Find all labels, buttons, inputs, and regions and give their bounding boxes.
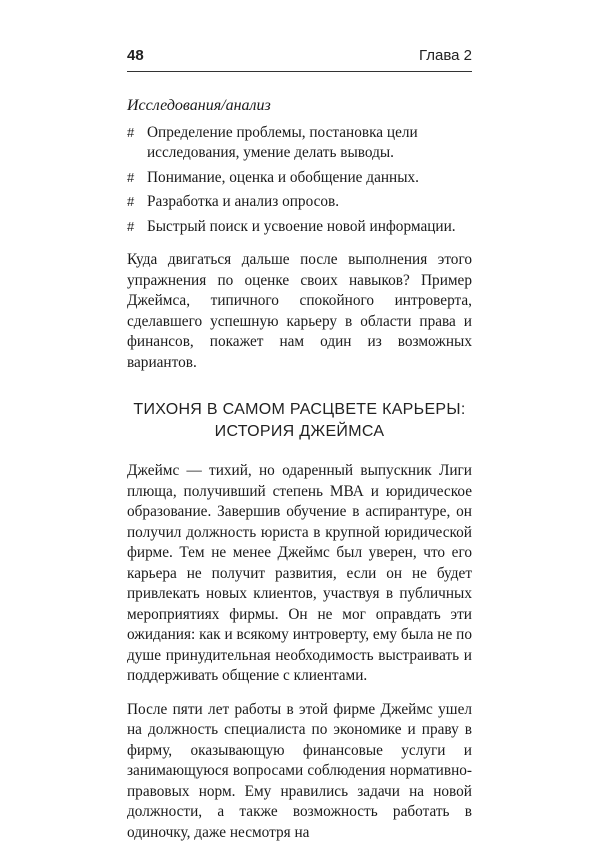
story-paragraph-1: Джеймс — тихий, но одаренный выпускник Лиги плюща, получивший степень МВА и юридическое образование. Завершив обучение в аспирантуре, он получил должность юриста в крупной юридической фирме. Тем не менее Джеймс был уверен, что его карьера не получит развития, если он не будет привлекать новых клиентов, участвуя в публичных мероприятиях фирмы. Он не мог оправдать эти ожидания: как и всякому интроверту, ему была не по душе принудительная необходимость выстраивать и поддерживать общение с клиентами. <box>127 461 472 687</box>
list-item-text: Понимание, оценка и обобщение данных. <box>147 169 419 186</box>
list-item <box>127 192 472 213</box>
hash-bullet-icon: # <box>127 192 134 213</box>
list-item-text: Быстрый поиск и усвоение новой информации. <box>147 218 456 235</box>
list-item-text: Разработка и анализ опросов. <box>147 193 339 210</box>
list-item-text: Определение проблемы, постановка цели исследования, умение делать выводы. <box>147 124 418 162</box>
story-heading-line-2: ИСТОРИЯ ДЖЕЙМСА <box>127 421 472 443</box>
list-item <box>127 217 472 238</box>
section-title: Исследования/анализ <box>127 96 472 117</box>
hash-bullet-icon: # <box>127 168 134 189</box>
list-item <box>127 123 472 164</box>
intro-paragraph: Куда двигаться дальше после выполнения этого упражнения по оценке своих навыков? Пример Джеймса, типичного спокойного интроверта, сделавшего успешную карьеру в области права и финансов, покажет нам один из возможных вариантов. <box>127 250 472 373</box>
header-rule <box>127 71 472 72</box>
skills-list <box>127 123 472 238</box>
page-number: 48 <box>127 47 144 64</box>
story-heading-line-1: ТИХОНЯ В САМОМ РАСЦВЕТЕ КАРЬЕРЫ: <box>127 399 472 421</box>
hash-bullet-icon: # <box>127 123 134 144</box>
hash-bullet-icon: # <box>127 217 134 238</box>
page-body <box>127 96 472 843</box>
chapter-label: Глава 2 <box>419 47 472 64</box>
story-heading <box>127 399 472 443</box>
running-head <box>127 47 472 64</box>
list-item <box>127 168 472 189</box>
story-paragraph-2: После пяти лет работы в этой фирме Джеймс ушел на должность специалиста по экономике и праву в фирму, оказывающую финансовые услуги и занимающуюся вопросами соблюдения нормативно-правовых норм. Ему нравились задачи на новой должности, а также возможность работать в одиночку, даже несмотря на <box>127 700 472 843</box>
